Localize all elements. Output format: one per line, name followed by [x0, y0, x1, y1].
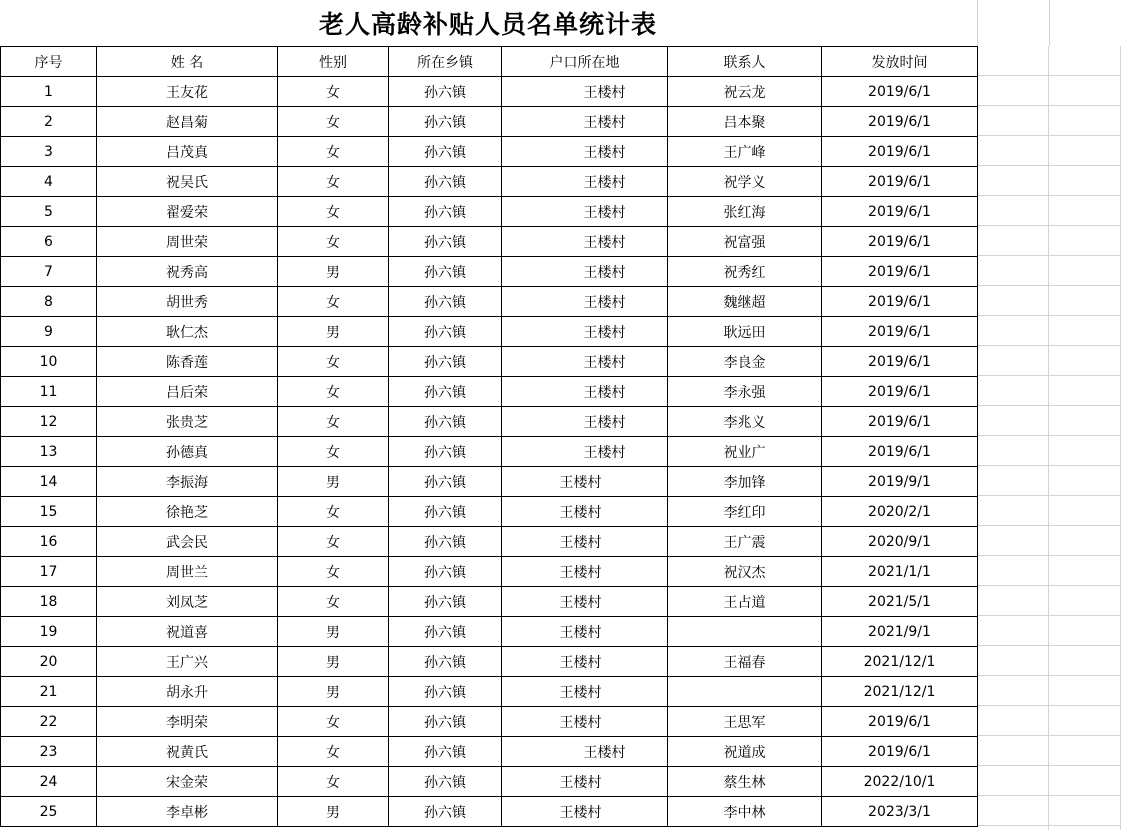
cell-hukou[interactable]: 王楼村: [502, 347, 668, 377]
cell-name[interactable]: 张贵芝: [97, 407, 278, 437]
cell-date[interactable]: 2019/6/1: [822, 257, 978, 287]
cell-name[interactable]: 祝道喜: [97, 617, 278, 647]
table-row: [1, 197, 978, 227]
cell-date[interactable]: 2019/6/1: [822, 377, 978, 407]
cell-hukou[interactable]: 王楼村: [502, 467, 668, 497]
cell-contact[interactable]: 李兆义: [668, 407, 822, 437]
cell-seq[interactable]: 13: [1, 437, 97, 467]
cell-name[interactable]: 王广兴: [97, 647, 278, 677]
cell-contact[interactable]: 王福春: [668, 647, 822, 677]
cell-name[interactable]: 宋金荣: [97, 767, 278, 797]
table-row: [1, 677, 978, 707]
cell-name[interactable]: 陈香莲: [97, 347, 278, 377]
cell-name[interactable]: 胡永升: [97, 677, 278, 707]
cell-contact[interactable]: 吕本聚: [668, 107, 822, 137]
cell-seq[interactable]: 21: [1, 677, 97, 707]
header-town[interactable]: 所在乡镇: [389, 47, 502, 77]
cell-gender[interactable]: 女: [278, 737, 389, 767]
cell-name[interactable]: 胡世秀: [97, 287, 278, 317]
cell-name[interactable]: 祝黄氏: [97, 737, 278, 767]
cell-gender[interactable]: 男: [278, 317, 389, 347]
cell-date[interactable]: 2019/6/1: [822, 107, 978, 137]
cell-gender[interactable]: 女: [278, 137, 389, 167]
cell-town[interactable]: 孙六镇: [389, 107, 502, 137]
cell-town[interactable]: 孙六镇: [389, 407, 502, 437]
cell-contact[interactable]: 李良金: [668, 347, 822, 377]
cell-gender[interactable]: 女: [278, 197, 389, 227]
cell-town[interactable]: 孙六镇: [389, 467, 502, 497]
cell-town[interactable]: 孙六镇: [389, 197, 502, 227]
cell-date[interactable]: 2019/6/1: [822, 407, 978, 437]
cell-contact[interactable]: 王思军: [668, 707, 822, 737]
cell-hukou[interactable]: 王楼村: [502, 737, 668, 767]
header-hukou[interactable]: 户口所在地: [502, 47, 668, 77]
cell-hukou[interactable]: 王楼村: [502, 317, 668, 347]
cell-name[interactable]: 周世荣: [97, 227, 278, 257]
cell-hukou[interactable]: 王楼村: [502, 557, 668, 587]
cell-gender[interactable]: 女: [278, 287, 389, 317]
cell-town[interactable]: 孙六镇: [389, 377, 502, 407]
table-row: [1, 437, 978, 467]
header-name[interactable]: 姓 名: [97, 47, 278, 77]
cell-seq[interactable]: 4: [1, 167, 97, 197]
cell-gender[interactable]: 女: [278, 527, 389, 557]
cell-date[interactable]: 2019/6/1: [822, 707, 978, 737]
cell-town[interactable]: 孙六镇: [389, 137, 502, 167]
cell-gender[interactable]: 男: [278, 677, 389, 707]
cell-date[interactable]: 2021/9/1: [822, 617, 978, 647]
cell-seq[interactable]: 11: [1, 377, 97, 407]
cell-gender[interactable]: 女: [278, 497, 389, 527]
cell-seq[interactable]: 15: [1, 497, 97, 527]
cell-contact[interactable]: 王广震: [668, 527, 822, 557]
cell-gender[interactable]: 男: [278, 467, 389, 497]
cell-name[interactable]: 赵昌菊: [97, 107, 278, 137]
cell-town[interactable]: 孙六镇: [389, 587, 502, 617]
cell-hukou[interactable]: 王楼村: [502, 677, 668, 707]
table-row: [1, 77, 978, 107]
cell-town[interactable]: 孙六镇: [389, 347, 502, 377]
table-row: [1, 107, 978, 137]
cell-seq[interactable]: 3: [1, 137, 97, 167]
cell-date[interactable]: 2019/6/1: [822, 227, 978, 257]
cell-gender[interactable]: 女: [278, 767, 389, 797]
cell-date[interactable]: 2021/12/1: [822, 677, 978, 707]
table-row: [1, 287, 978, 317]
cell-name[interactable]: 徐艳芝: [97, 497, 278, 527]
cell-contact[interactable]: 李永强: [668, 377, 822, 407]
cell-date[interactable]: 2021/12/1: [822, 647, 978, 677]
cell-gender[interactable]: 女: [278, 407, 389, 437]
cell-date[interactable]: 2019/6/1: [822, 197, 978, 227]
cell-town[interactable]: 孙六镇: [389, 557, 502, 587]
cell-town[interactable]: 孙六镇: [389, 707, 502, 737]
cell-seq[interactable]: 7: [1, 257, 97, 287]
header-seq[interactable]: 序号: [1, 47, 97, 77]
cell-gender[interactable]: 女: [278, 437, 389, 467]
table-row: [1, 587, 978, 617]
cell-hukou[interactable]: 王楼村: [502, 287, 668, 317]
cell-contact[interactable]: 魏继超: [668, 287, 822, 317]
cell-hukou[interactable]: 王楼村: [502, 107, 668, 137]
cell-hukou[interactable]: 王楼村: [502, 587, 668, 617]
cell-date[interactable]: 2019/6/1: [822, 137, 978, 167]
cell-date[interactable]: 2020/9/1: [822, 527, 978, 557]
table-row: [1, 227, 978, 257]
cell-seq[interactable]: 24: [1, 767, 97, 797]
cell-seq[interactable]: 5: [1, 197, 97, 227]
cell-seq[interactable]: 25: [1, 797, 97, 827]
table-body: [1, 77, 978, 827]
cell-contact[interactable]: 祝学义: [668, 167, 822, 197]
cell-name[interactable]: 刘凤芝: [97, 587, 278, 617]
cell-town[interactable]: 孙六镇: [389, 527, 502, 557]
table-row: [1, 707, 978, 737]
cell-town[interactable]: 孙六镇: [389, 677, 502, 707]
cell-hukou[interactable]: 王楼村: [502, 437, 668, 467]
cell-seq[interactable]: 10: [1, 347, 97, 377]
cell-seq[interactable]: 6: [1, 227, 97, 257]
cell-town[interactable]: 孙六镇: [389, 317, 502, 347]
table-row: [1, 167, 978, 197]
empty-cell-grid[interactable]: [977, 46, 1121, 830]
cell-hukou[interactable]: 王楼村: [502, 257, 668, 287]
header-date[interactable]: 发放时间: [822, 47, 978, 77]
table-row: [1, 767, 978, 797]
cell-name[interactable]: 王友花: [97, 77, 278, 107]
cell-town[interactable]: 孙六镇: [389, 257, 502, 287]
cell-name[interactable]: 祝吴氏: [97, 167, 278, 197]
cell-hukou[interactable]: 王楼村: [502, 767, 668, 797]
cell-gender[interactable]: 女: [278, 227, 389, 257]
table-row: [1, 317, 978, 347]
header-contact[interactable]: 联系人: [668, 47, 822, 77]
cell-seq[interactable]: 9: [1, 317, 97, 347]
cell-town[interactable]: 孙六镇: [389, 287, 502, 317]
cell-contact[interactable]: [668, 617, 822, 647]
header-row: [1, 47, 978, 77]
cell-date[interactable]: 2019/6/1: [822, 77, 978, 107]
cell-contact[interactable]: 李加锋: [668, 467, 822, 497]
cell-hukou[interactable]: 王楼村: [502, 167, 668, 197]
table-row: [1, 737, 978, 767]
cell-gender[interactable]: 女: [278, 587, 389, 617]
cell-gender[interactable]: 女: [278, 107, 389, 137]
cell-gender[interactable]: 男: [278, 797, 389, 827]
table-row: [1, 497, 978, 527]
cell-seq[interactable]: 17: [1, 557, 97, 587]
cell-name[interactable]: 吕后荣: [97, 377, 278, 407]
cell-name[interactable]: 周世兰: [97, 557, 278, 587]
table-row: [1, 137, 978, 167]
cell-contact[interactable]: 李中林: [668, 797, 822, 827]
cell-contact[interactable]: 王广峰: [668, 137, 822, 167]
cell-gender[interactable]: 女: [278, 557, 389, 587]
cell-seq[interactable]: 20: [1, 647, 97, 677]
cell-date[interactable]: 2022/10/1: [822, 767, 978, 797]
sheet-title[interactable]: 老人高龄补贴人员名单统计表: [318, 10, 657, 39]
cell-date[interactable]: 2019/6/1: [822, 287, 978, 317]
cell-seq[interactable]: 14: [1, 467, 97, 497]
cell-date[interactable]: 2019/9/1: [822, 467, 978, 497]
cell-seq[interactable]: 12: [1, 407, 97, 437]
cell-contact[interactable]: 祝汉杰: [668, 557, 822, 587]
cell-gender[interactable]: 女: [278, 377, 389, 407]
cell-contact[interactable]: 祝秀红: [668, 257, 822, 287]
cell-name[interactable]: 武会民: [97, 527, 278, 557]
cell-seq[interactable]: 19: [1, 617, 97, 647]
cell-contact[interactable]: 祝云龙: [668, 77, 822, 107]
cell-contact[interactable]: 耿远田: [668, 317, 822, 347]
table-row: [1, 617, 978, 647]
cell-town[interactable]: 孙六镇: [389, 497, 502, 527]
table-row: [1, 407, 978, 437]
cell-name[interactable]: 祝秀高: [97, 257, 278, 287]
cell-town[interactable]: 孙六镇: [389, 737, 502, 767]
cell-hukou[interactable]: 王楼村: [502, 407, 668, 437]
cell-name[interactable]: 李振海: [97, 467, 278, 497]
cell-hukou[interactable]: 王楼村: [502, 707, 668, 737]
cell-town[interactable]: 孙六镇: [389, 437, 502, 467]
cell-date[interactable]: 2021/1/1: [822, 557, 978, 587]
cell-contact[interactable]: 李红印: [668, 497, 822, 527]
cell-date[interactable]: 2019/6/1: [822, 437, 978, 467]
cell-town[interactable]: 孙六镇: [389, 227, 502, 257]
cell-gender[interactable]: 女: [278, 167, 389, 197]
header-gender[interactable]: 性别: [278, 47, 389, 77]
table-row: [1, 797, 978, 827]
cell-date[interactable]: 2019/6/1: [822, 167, 978, 197]
cell-hukou[interactable]: 王楼村: [502, 137, 668, 167]
cell-hukou[interactable]: 王楼村: [502, 197, 668, 227]
cell-contact[interactable]: [668, 677, 822, 707]
cell-gender[interactable]: 男: [278, 257, 389, 287]
cell-hukou[interactable]: 王楼村: [502, 797, 668, 827]
cell-contact[interactable]: 张红海: [668, 197, 822, 227]
cell-date[interactable]: 2019/6/1: [822, 347, 978, 377]
cell-gender[interactable]: 男: [278, 617, 389, 647]
table-row: [1, 647, 978, 677]
table-row: [1, 377, 978, 407]
cell-contact[interactable]: 祝业广: [668, 437, 822, 467]
cell-name[interactable]: 翟爱荣: [97, 197, 278, 227]
cell-hukou[interactable]: 王楼村: [502, 617, 668, 647]
cell-hukou[interactable]: 王楼村: [502, 227, 668, 257]
cell-date[interactable]: 2023/3/1: [822, 797, 978, 827]
cell-date[interactable]: 2020/2/1: [822, 497, 978, 527]
cell-name[interactable]: 耿仁杰: [97, 317, 278, 347]
cell-contact[interactable]: 祝富强: [668, 227, 822, 257]
cell-town[interactable]: 孙六镇: [389, 617, 502, 647]
cell-gender[interactable]: 女: [278, 347, 389, 377]
table-row: [1, 557, 978, 587]
cell-hukou[interactable]: 王楼村: [502, 527, 668, 557]
cell-date[interactable]: 2019/6/1: [822, 317, 978, 347]
empty-title-cells[interactable]: [977, 0, 1121, 46]
cell-contact[interactable]: 祝道成: [668, 737, 822, 767]
cell-name[interactable]: 孙德真: [97, 437, 278, 467]
cell-gender[interactable]: 女: [278, 77, 389, 107]
subsidy-roster-table: [0, 46, 978, 827]
cell-seq[interactable]: 16: [1, 527, 97, 557]
table-row: [1, 347, 978, 377]
cell-seq[interactable]: 18: [1, 587, 97, 617]
cell-hukou[interactable]: 王楼村: [502, 377, 668, 407]
cell-name[interactable]: 李明荣: [97, 707, 278, 737]
cell-gender[interactable]: 女: [278, 707, 389, 737]
cell-town[interactable]: 孙六镇: [389, 647, 502, 677]
table-row: [1, 527, 978, 557]
cell-hukou[interactable]: 王楼村: [502, 647, 668, 677]
table-row: [1, 257, 978, 287]
cell-hukou[interactable]: 王楼村: [502, 77, 668, 107]
cell-town[interactable]: 孙六镇: [389, 767, 502, 797]
cell-seq[interactable]: 22: [1, 707, 97, 737]
cell-name[interactable]: 吕茂真: [97, 137, 278, 167]
cell-hukou[interactable]: 王楼村: [502, 497, 668, 527]
cell-date[interactable]: 2021/5/1: [822, 587, 978, 617]
cell-town[interactable]: 孙六镇: [389, 77, 502, 107]
cell-town[interactable]: 孙六镇: [389, 797, 502, 827]
cell-town[interactable]: 孙六镇: [389, 167, 502, 197]
cell-contact[interactable]: 王占道: [668, 587, 822, 617]
cell-contact[interactable]: 蔡生林: [668, 767, 822, 797]
cell-date[interactable]: 2019/6/1: [822, 737, 978, 767]
cell-gender[interactable]: 男: [278, 647, 389, 677]
cell-seq[interactable]: 23: [1, 737, 97, 767]
table-row: [1, 467, 978, 497]
cell-seq[interactable]: 8: [1, 287, 97, 317]
cell-seq[interactable]: 2: [1, 107, 97, 137]
cell-name[interactable]: 李卓彬: [97, 797, 278, 827]
cell-seq[interactable]: 1: [1, 77, 97, 107]
